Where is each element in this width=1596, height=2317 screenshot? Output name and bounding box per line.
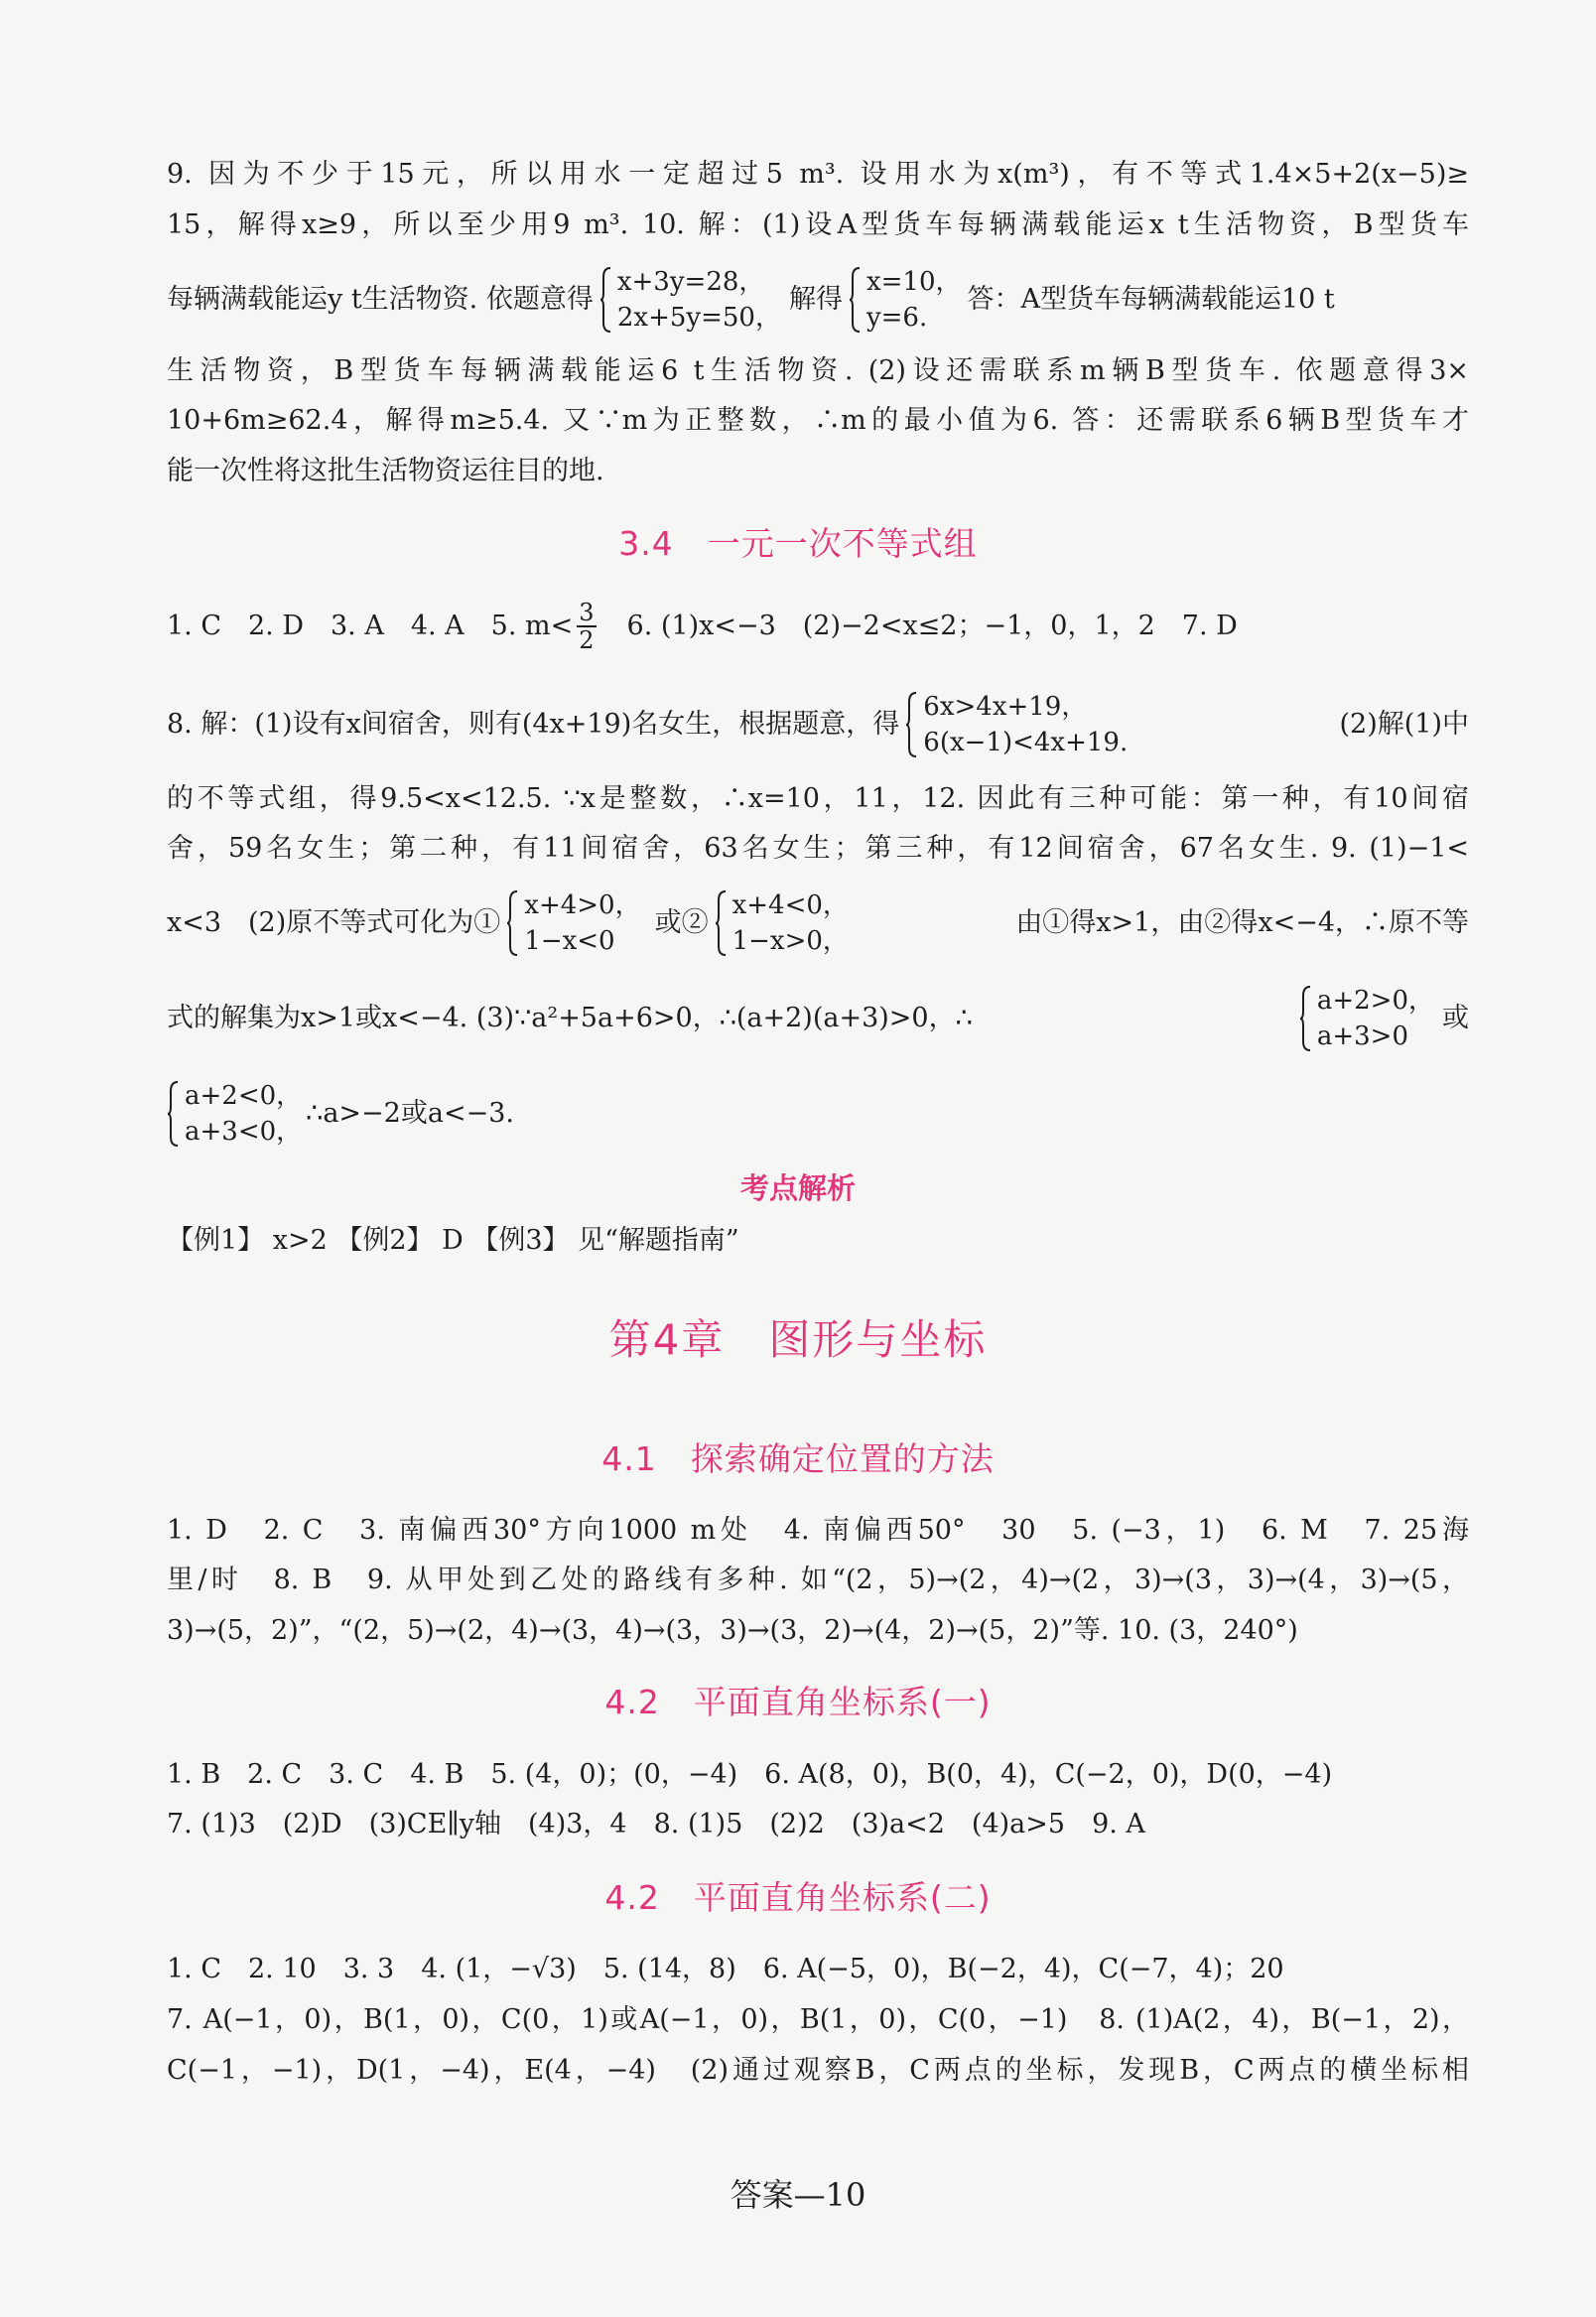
text-fragment: 6. (1)x<−3 (2)−2<x≤2；−1，0，1，2 7. D [599, 611, 1238, 641]
text-fragment: 解得 [788, 284, 843, 315]
equation-line [167, 264, 1469, 336]
fraction [577, 600, 596, 653]
text-line: 1. C 2. 10 3. 3 4. (1，−√3) 5. (14，8) 6. A(−5，0)，B(−2，4)，C(−7，4)；20 [167, 1954, 1284, 1984]
text-line: 【例1】 x>2 【例2】 D 【例3】 见“解题指南” [167, 1225, 739, 1256]
inequality-system [185, 1078, 302, 1150]
text-fragment: 1. C 2. D 3. A 4. A 5. m< [167, 611, 574, 641]
text-line: 1. B 2. C 3. C 4. B 5. (4，0)；(0，−4) 6. A(8，0)，B(0，4)，C(−2，0)，D(0，−4) [167, 1759, 1333, 1790]
text-line: 15，解得x≥9，所以至少用9 m³. 10. 解：(1)设A型货车每辆满载能运x t生活物资，B型货车 [167, 209, 1469, 240]
section-title: 4.2 平面直角坐标系(一) [604, 1683, 992, 1721]
text-fragment: ∴a>−2或a<−3. [306, 1098, 514, 1129]
text-line: 舍，59名女生；第二种，有11间宿舍，63名女生；第三种，有12间宿舍，67名女生. 9. (1)−1< [167, 833, 1469, 864]
answer-line [167, 600, 1238, 653]
answer-line [167, 689, 1469, 760]
text-fragment: 每辆满载能运y t生活物资. 依题意得 [167, 284, 594, 315]
text-fragment: (2)解(1)中 [1339, 709, 1469, 740]
text-line: 9. 因为不少于15元，所以用水一定超过5 m³. 设用水为x(m³)，有不等式1.4×5+2(x−5)≥ [167, 159, 1469, 190]
inequality-system [1317, 983, 1434, 1054]
inequality-row: a+3<0， [185, 1117, 303, 1147]
inequality-row: a+2>0， [1316, 986, 1434, 1016]
equation-row: y=6. [865, 303, 928, 333]
brace-icon [167, 1081, 179, 1147]
text-line: 10+6m≥62.4，解得m≥5.4. 又∵m为正整数，∴m的最小值为6. 答：还需联系6辆B型货车才 [167, 405, 1469, 436]
brace-icon [1299, 986, 1311, 1051]
subsection-title: 考点解析 [739, 1171, 856, 1205]
inequality-row: a+3>0 [1316, 1022, 1408, 1051]
inequality-row: 1−x<0 [524, 926, 615, 956]
inequality-row: 6(x−1)<4x+19. [923, 728, 1129, 757]
equation-row: 2x+5y=50， [616, 303, 781, 333]
inequality-system [524, 887, 640, 959]
brace-icon [849, 267, 861, 333]
page-number: 答案—10 [730, 2176, 866, 2214]
chapter-title: 第4章 图形与坐标 [608, 1315, 988, 1364]
inequality-system [732, 887, 849, 959]
text-fragment: x<3 (2)原不等式可化为① [167, 907, 501, 938]
brace-icon [599, 267, 611, 333]
brace-icon [506, 890, 518, 956]
fraction-numerator: 3 [579, 599, 595, 626]
inequality-row: x+4<0， [732, 890, 849, 920]
text-fragment: 由①得x>1，由②得x<−4，∴原不等 [1015, 907, 1469, 938]
fraction-denominator: 2 [579, 626, 595, 654]
section-title: 3.4 一元一次不等式组 [618, 524, 978, 563]
inequality-system [923, 689, 1128, 760]
text-line: 7. (1)3 (2)D (3)CE∥y轴 (4)3，4 8. (1)5 (2)2 (3)a<2 (4)a>5 9. A [167, 1809, 1145, 1840]
inequality-row: x+4>0， [524, 890, 641, 920]
answer-line [167, 887, 1469, 959]
text-line: 能一次性将这批生活物资运往目的地. [167, 456, 604, 486]
text-line: 生活物资，B型货车每辆满载能运6 t生活物资. (2)设还需联系m辆B型货车. 依题意得3× [167, 355, 1469, 386]
text-line: C(−1，−1)，D(1，−4)，E(4，−4) (2)通过观察B，C两点的坐标，发现B，C两点的横坐标相 [167, 2055, 1469, 2086]
text-fragment: 或 [1442, 1003, 1469, 1033]
equation-system [617, 264, 781, 336]
text-line: 3)→(5，2)”，“(2，5)→(2，4)→(3，4)→(3，3)→(3，2)→(4，2)→(5，2)”等. 10. (3，240°) [167, 1615, 1298, 1646]
section-title: 4.2 平面直角坐标系(二) [604, 1878, 992, 1917]
text-line: 1. D 2. C 3. 南偏西30°方向1000 m处 4. 南偏西50° 30 5. (−3，1) 6. M 7. 25海 [167, 1515, 1469, 1546]
text-fragment: 答：A型货车每辆满载能运10 t [967, 284, 1335, 315]
text-line: 的不等式组，得9.5<x<12.5. ∵x是整数，∴x=10，11，12. 因此有三种可能：第一种，有10间宿 [167, 783, 1469, 814]
equation-system [866, 264, 962, 336]
text-line: 里/时 8. B 9. 从甲处到乙处的路线有多种. 如“(2，5)→(2，4)→(2，3)→(3，3)→(4，3)→(5， [167, 1565, 1469, 1595]
text-line: 7. A(−1，0)，B(1，0)，C(0，1)或A(−1，0)，B(1，0)，C(0，−1) 8. (1)A(2，4)，B(−1，2)， [167, 2004, 1469, 2035]
brace-icon [905, 692, 917, 757]
equation-row: x+3y=28， [616, 267, 765, 297]
brace-icon [715, 890, 727, 956]
answer-line [167, 983, 1469, 1054]
equation-row: x=10， [865, 267, 962, 297]
text-fragment: 或② [654, 907, 709, 938]
section-title: 4.1 探索确定位置的方法 [601, 1439, 995, 1478]
inequality-row: a+2<0， [185, 1081, 303, 1111]
inequality-row: 1−x>0， [732, 926, 849, 956]
text-fragment: 式的解集为x>1或x<−4. (3)∵a²+5a+6>0，∴(a+2)(a+3)>0，∴ [167, 1003, 973, 1033]
answer-line [167, 1078, 514, 1150]
inequality-row: 6x>4x+19， [923, 692, 1088, 722]
text-fragment: 8. 解：(1)设有x间宿舍，则有(4x+19)名女生，根据题意，得 [167, 709, 900, 740]
